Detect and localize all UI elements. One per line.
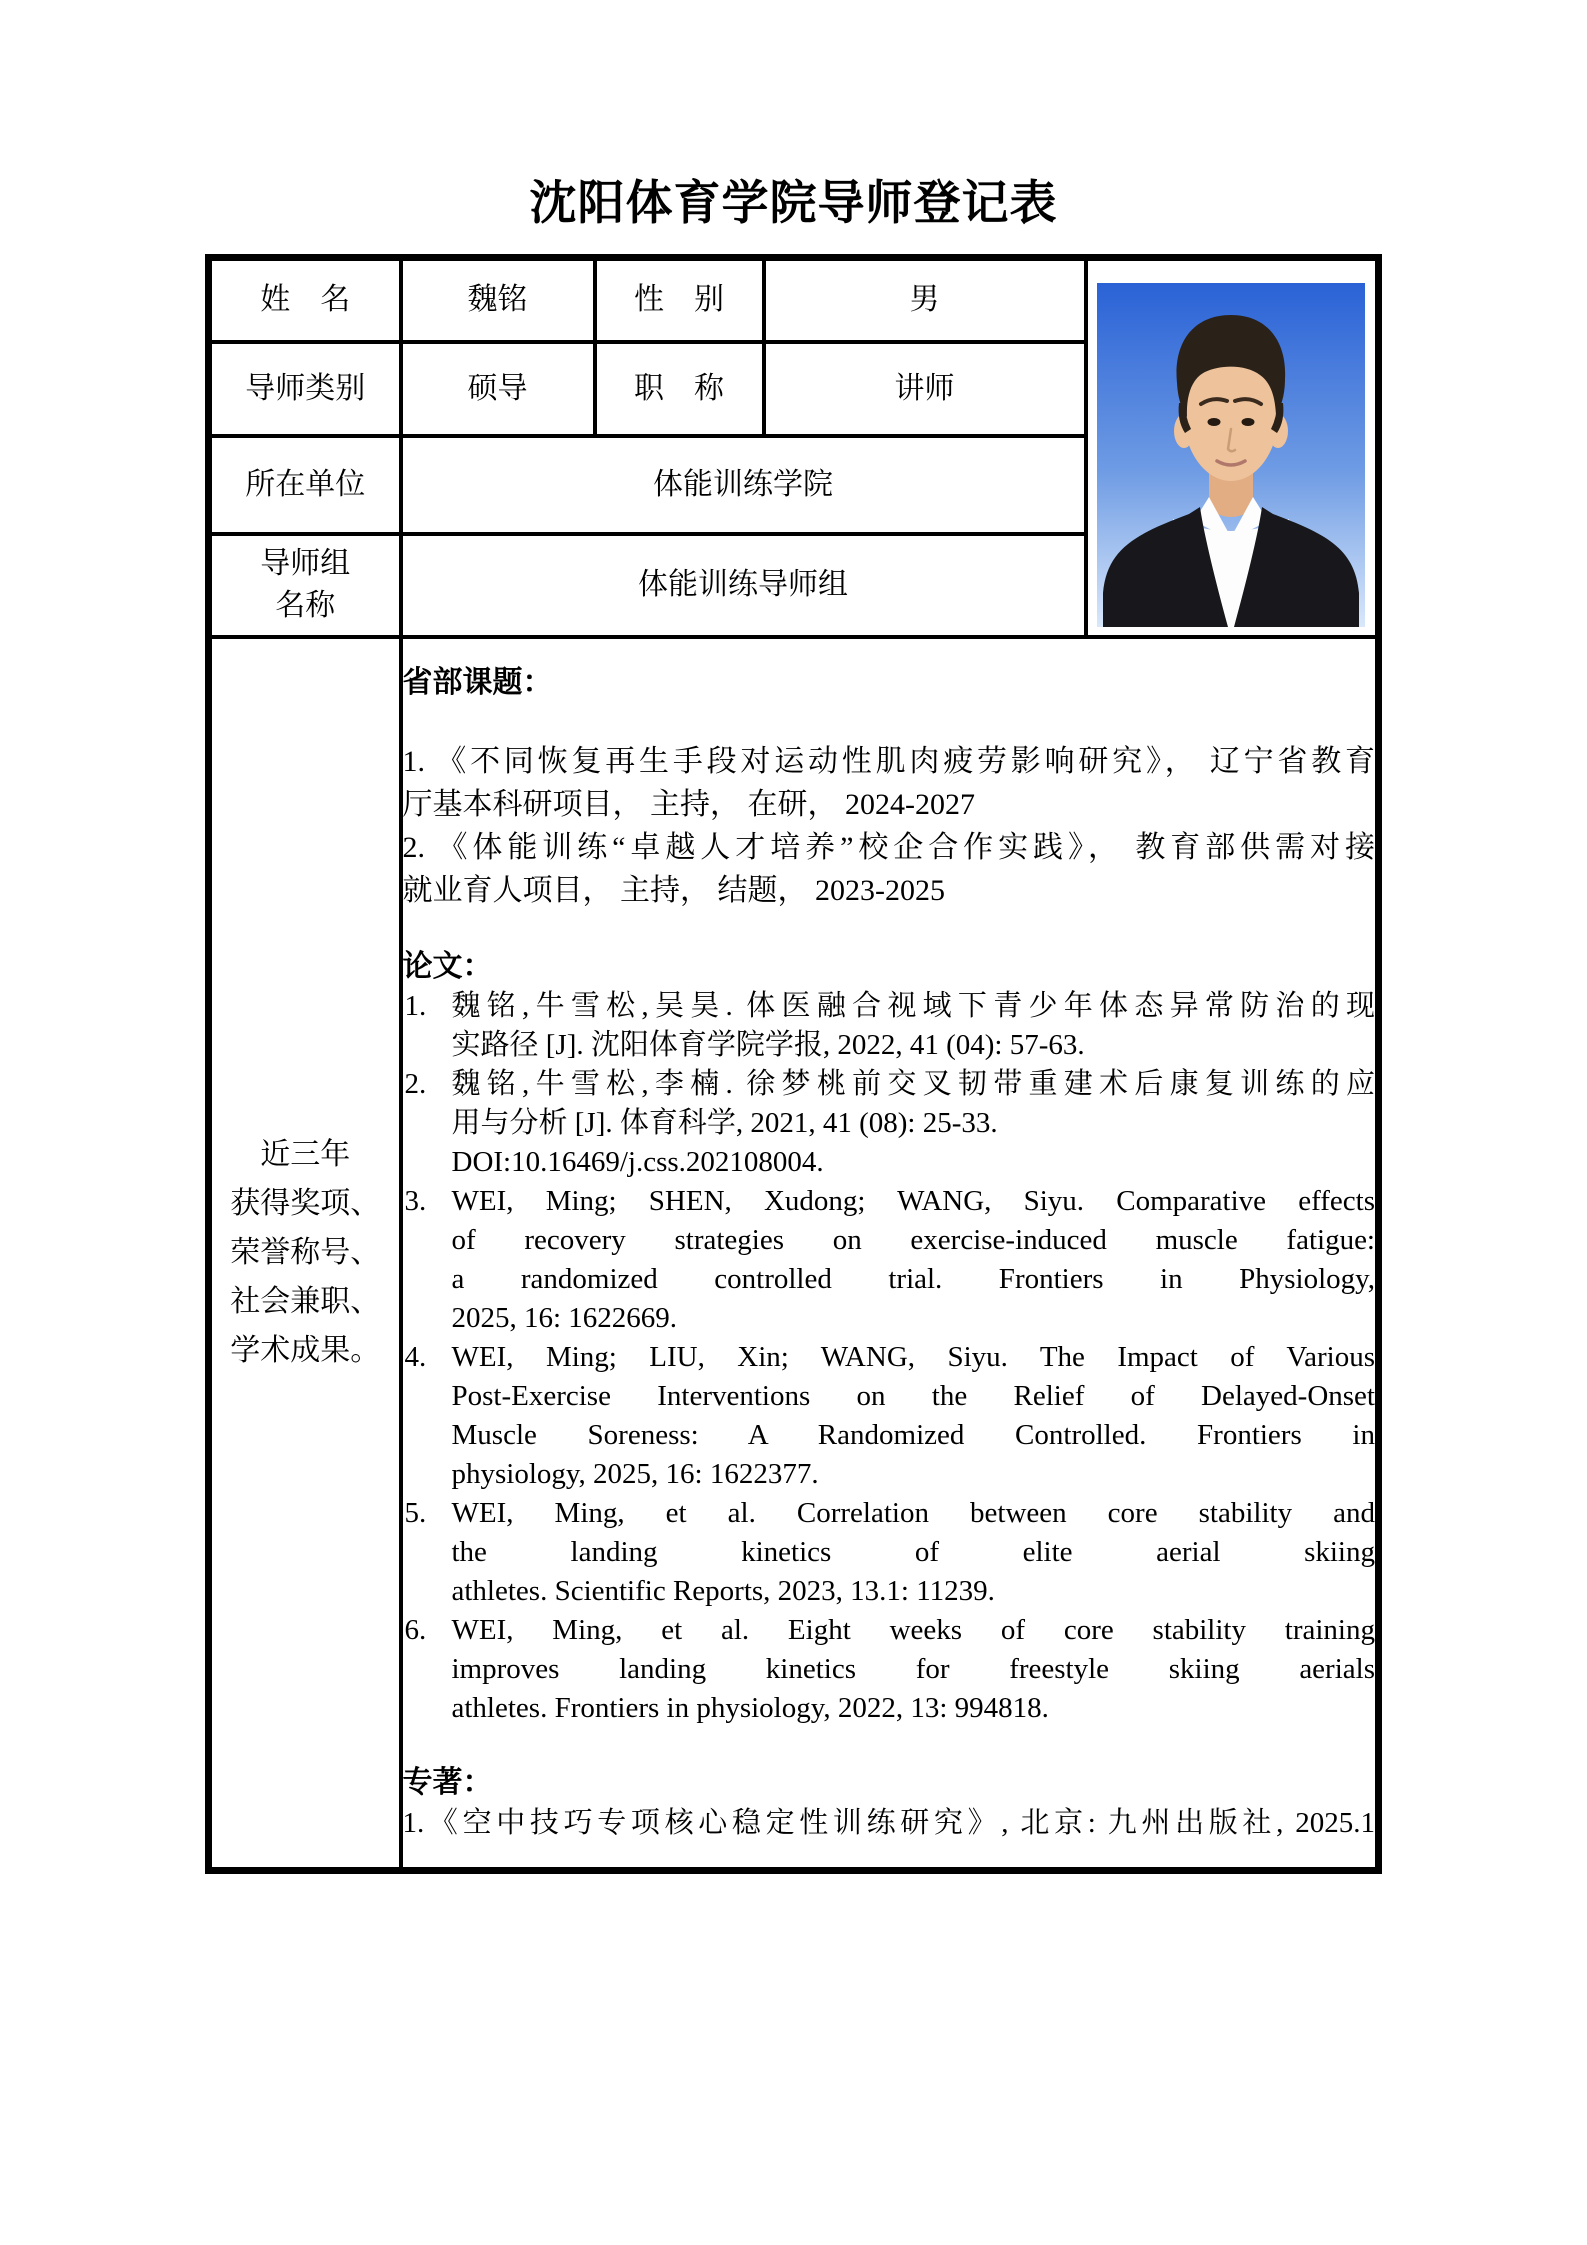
paper-line: 2025, 16: 1622669. — [451, 1301, 678, 1334]
group-name-label — [209, 534, 401, 637]
achievements-label — [212, 1130, 399, 1375]
name-label: 姓 名 — [209, 258, 401, 342]
paper-line: WEI, Ming; LIU, Xin; WANG, Siyu. The Impact of Various — [451, 1340, 1375, 1373]
monographs-heading: 专著： — [402, 1765, 493, 1799]
unit-value: 体能训练学院 — [401, 436, 1086, 534]
paper-line: 魏铭,牛雪松,吴昊. 体医融合视域下青少年体态异常防治的现 — [451, 989, 1375, 1022]
supervisor-type-label: 导师类别 — [209, 342, 401, 436]
row-achievements — [209, 637, 1379, 1871]
project-line: 就业育人项目， 主持， 结题， 2023-2025 — [402, 873, 945, 907]
achievements-label-line: 近三年 — [260, 1138, 351, 1172]
paper-number: 4. — [404, 1340, 427, 1373]
paper-number: 2. — [404, 1067, 427, 1100]
row-name-gender — [209, 258, 1379, 342]
project-line: 2. 《体能训练“卓越人才培养”校企合作实践》， 教育部供需对接 — [402, 830, 1375, 864]
monograph-item: 1.《空中技巧专项核心稳定性训练研究》, 北京: 九州出版社, 2025.1 — [402, 1806, 1375, 1839]
paper-line: DOI:10.16469/j.css.202108004. — [451, 1145, 824, 1178]
paper-line: physiology, 2025, 16: 1622377. — [451, 1457, 819, 1490]
group-label-line1: 导师组 — [260, 547, 351, 580]
portrait-photo — [1097, 283, 1365, 627]
paper-line: Muscle Soreness: A Randomized Controlled. Frontiers in — [451, 1418, 1375, 1451]
paper-line: the landing kinetics of elite aerial skiing — [451, 1535, 1375, 1568]
group-name-value: 体能训练导师组 — [401, 534, 1086, 637]
rank-label: 职 称 — [595, 342, 764, 436]
achievements-label-line: 学术成果。 — [230, 1334, 381, 1368]
papers-heading: 论文： — [402, 949, 493, 983]
achievements-label-line: 获得奖项、 — [230, 1187, 381, 1221]
projects-heading: 省部课题： — [402, 665, 553, 699]
paper-line: of recovery strategies on exercise-induced muscle fatigue: — [451, 1223, 1375, 1256]
paper-item — [403, 1338, 1376, 1494]
paper-line: a randomized controlled trial. Frontiers in Physiology, — [451, 1262, 1375, 1295]
name-value: 魏铭 — [401, 258, 595, 342]
paper-number: 1. — [404, 989, 427, 1022]
paper-line: athletes. Frontiers in physiology, 2022, 13: 994818. — [451, 1691, 1049, 1724]
gender-label: 性 别 — [595, 258, 764, 342]
paper-item — [403, 1494, 1376, 1611]
paper-item — [403, 1611, 1376, 1728]
paper-number: 3. — [404, 1184, 427, 1217]
paper-line: Post-Exercise Interventions on the Relief of Delayed-Onset — [451, 1379, 1375, 1412]
paper-number: 5. — [404, 1496, 427, 1529]
project-line: 1. 《不同恢复再生手段对运动性肌肉疲劳影响研究》， 辽宁省教育 — [402, 744, 1375, 778]
supervisor-type-value: 硕导 — [401, 342, 595, 436]
photo-cell — [1086, 258, 1379, 637]
paper-line: WEI, Ming, et al. Eight weeks of core stability training — [451, 1613, 1375, 1646]
project-line: 厅基本科研项目， 主持， 在研， 2024-2027 — [402, 787, 975, 821]
paper-line: athletes. Scientific Reports, 2023, 13.1: 11239. — [451, 1574, 995, 1607]
paper-item — [403, 987, 1376, 1065]
project-item — [403, 826, 1376, 912]
paper-number: 6. — [404, 1613, 427, 1646]
achievements-label-line: 荣誉称号、 — [230, 1236, 381, 1270]
paper-line: 实路径 [J]. 沈阳体育学院学报, 2022, 41 (04): 57-63. — [451, 1028, 1085, 1061]
paper-line: WEI, Ming, et al. Correlation between core stability and — [451, 1496, 1375, 1529]
page-title: 沈阳体育学院导师登记表 — [529, 178, 1058, 230]
paper-line: WEI, Ming; SHEN, Xudong; WANG, Siyu. Comparative effects — [451, 1184, 1375, 1217]
achievements-label-line: 社会兼职、 — [230, 1285, 381, 1319]
paper-item — [403, 1065, 1376, 1182]
paper-item — [403, 1182, 1376, 1338]
achievements-content-cell — [401, 637, 1379, 1871]
achievements-label-cell — [209, 637, 401, 1871]
unit-label: 所在单位 — [209, 436, 401, 534]
paper-line: 魏铭,牛雪松,李楠. 徐梦桃前交叉韧带重建术后康复训练的应 — [451, 1067, 1375, 1100]
project-item — [403, 740, 1376, 826]
group-label-line2: 名称 — [275, 589, 336, 622]
supervisor-form-table — [205, 254, 1382, 1874]
gender-value: 男 — [764, 258, 1086, 342]
paper-line: improves landing kinetics for freestyle skiing aerials — [451, 1652, 1375, 1685]
paper-line: 用与分析 [J]. 体育科学, 2021, 41 (08): 25-33. — [451, 1106, 998, 1139]
rank-value: 讲师 — [764, 342, 1086, 436]
